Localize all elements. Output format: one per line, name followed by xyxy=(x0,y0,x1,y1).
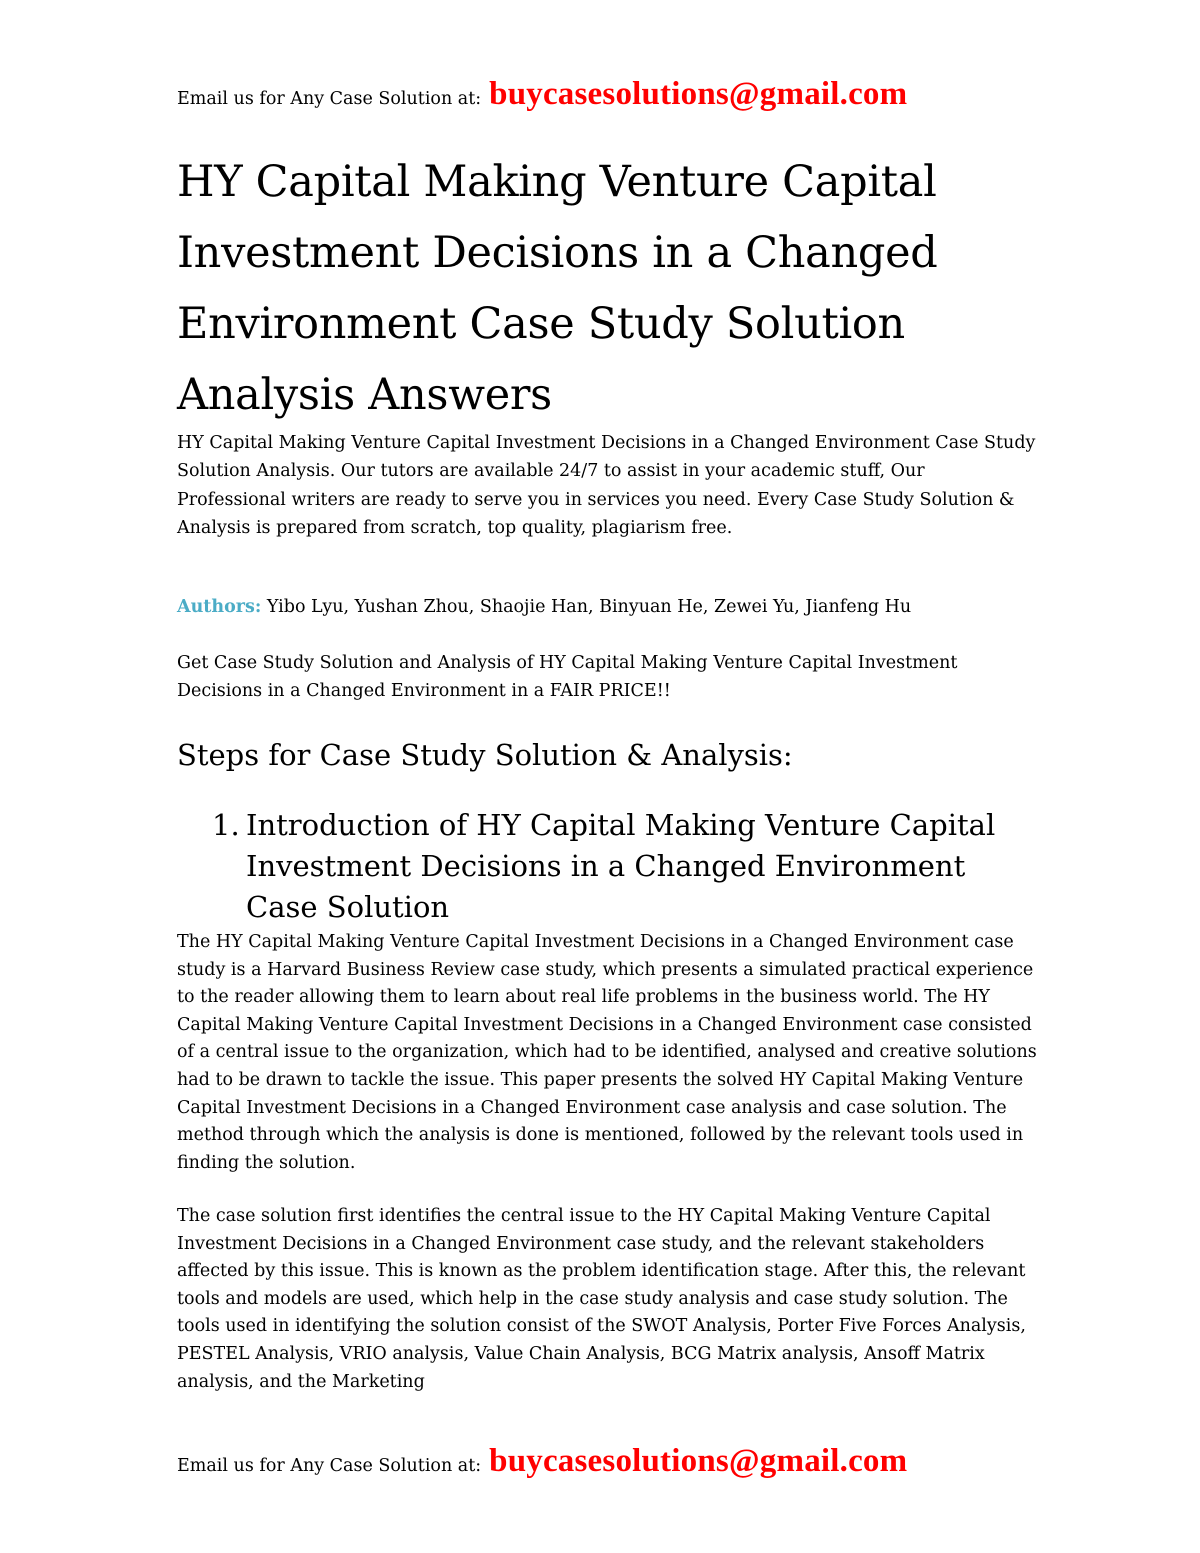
step-item-1 xyxy=(212,805,1042,928)
intro-paragraph: HY Capital Making Venture Capital Investment Decisions in a Changed Environment Case Study Solution Analysis. Our tutors are available 24/7 to assist in your academic stuff, Our Professional writers are ready to serve you in services you need. Every Case Study Solution & Analysis is prepared from scratch, top quality, plagiarism free. xyxy=(177,433,1036,539)
footer-email-prefix: Email us for Any Case Solution at: xyxy=(177,1456,482,1476)
authors-line xyxy=(177,593,1037,621)
document-title: HY Capital Making Venture Capital Investment Decisions in a Changed Environment Case Study Solution Analysis Answers xyxy=(177,157,938,420)
footer-email-address: buycasesolutions@gmail.com xyxy=(489,1443,908,1479)
header-email-line xyxy=(177,76,907,113)
body-paragraph-2: The case solution first identifies the central issue to the HY Capital Making Venture Capital Investment Decisions in a Changed Environment case study, and the relevant stakeholders affected by this issue. This is known as the problem identification stage. After this, the relevant tools and models are used, which help in the case study analysis and case study solution. The tools used in identifying the solution consist of the SWOT Analysis, Porter Five Forces Analysis, PESTEL Analysis, VRIO analysis, Value Chain Analysis, BCG Matrix analysis, Ansoff Matrix analysis, and the Marketing xyxy=(177,1206,1026,1392)
authors-label: Authors: xyxy=(177,597,262,617)
fair-price-paragraph: Get Case Study Solution and Analysis of HY Capital Making Venture Capital Investment Decisions in a Changed Environment in a FAIR PRICE!! xyxy=(177,653,958,702)
authors-names: Yibo Lyu, Yushan Zhou, Shaojie Han, Binyuan He, Zewei Yu, Jianfeng Hu xyxy=(266,597,912,617)
step-text: Introduction of HY Capital Making Venture Capital Investment Decisions in a Changed Environment Case Solution xyxy=(246,808,996,924)
steps-heading: Steps for Case Study Solution & Analysis: xyxy=(177,738,793,772)
body-paragraph-1: The HY Capital Making Venture Capital Investment Decisions in a Changed Environment case study is a Harvard Business Review case study, which presents a simulated practical experience to the reader allowing them to learn about real life problems in the business world. The HY Capital Making Venture Capital Investment Decisions in a Changed Environment case consisted of a central issue to the organization, which had to be identified, analysed and creative solutions had to be drawn to tackle the issue. This paper presents the solved HY Capital Making Venture Capital Investment Decisions in a Changed Environment case analysis and case solution. The method through which the analysis is done is mentioned, followed by the relevant tools used in finding the solution. xyxy=(177,932,1037,1173)
footer-email-line xyxy=(177,1443,907,1480)
header-email-prefix: Email us for Any Case Solution at: xyxy=(177,89,482,109)
step-number: 1. xyxy=(212,808,240,842)
header-email-address: buycasesolutions@gmail.com xyxy=(489,76,908,112)
